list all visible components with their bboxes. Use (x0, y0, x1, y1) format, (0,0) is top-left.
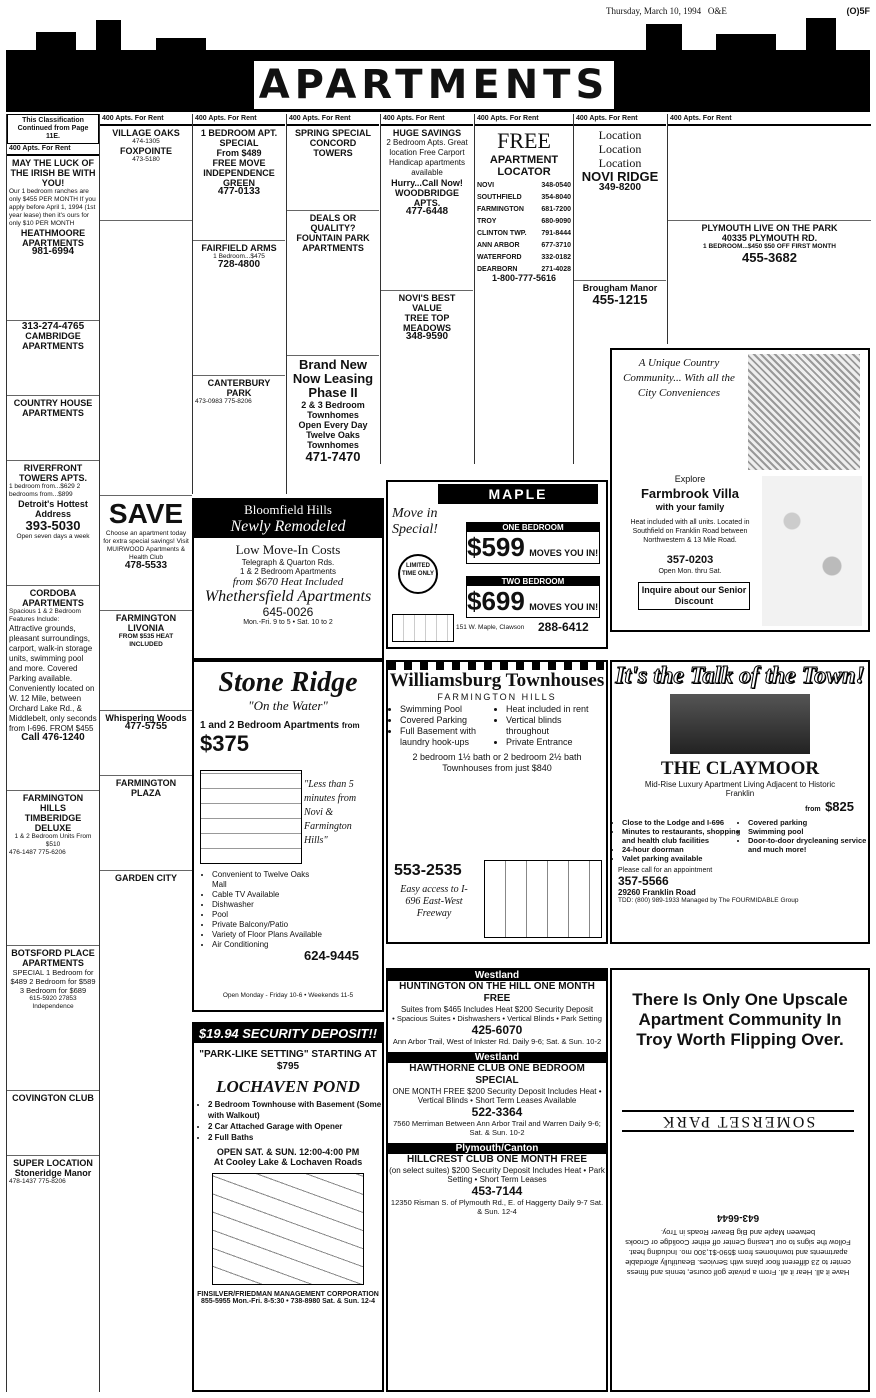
ad-text: 1 bedroom from...$629 2 bedrooms from...$899 (9, 483, 81, 498)
ad-name: SOMERSET PARK (622, 1110, 854, 1132)
somerset-park-ad (610, 968, 870, 1392)
ad-name: FOXPOINTE (119, 146, 172, 156)
two-bedroom-offer (466, 576, 600, 618)
ad-text: OPEN SAT. & SUN. 12:00-4:00 PM (216, 1147, 360, 1157)
fountain-park-ad (287, 211, 379, 356)
ad-name: TIMBERIDGE DELUXE (24, 813, 82, 833)
feature-item: • Covered parking (748, 818, 868, 827)
ad-name: TREE TOP MEADOWS (403, 313, 451, 333)
ad-phone: 1-800-777-5616 (491, 273, 557, 283)
feature-item: • Vertical blinds throughout (506, 715, 606, 737)
ad-text: 1 & 2 Bedroom Units From $510 (14, 833, 92, 848)
feature-item: • Air Conditioning (212, 940, 322, 950)
hawthorne-ad (388, 1052, 606, 1137)
column-6 (474, 114, 573, 464)
locator-office-list (477, 181, 571, 274)
feature-item: • 2 Bedroom Townhouse with Basement (Some with Walkout) (208, 1099, 382, 1121)
office-city: FARMINGTON (477, 206, 524, 213)
timberidge-ad (7, 791, 99, 946)
feature-item: • Pool (212, 910, 322, 920)
ad-phone: 453-7144 (471, 1184, 523, 1198)
ad-name: THE CLAYMOOR (660, 758, 820, 779)
ad-text: Low Move-In Costs (235, 542, 341, 557)
offer-label: ONE BEDROOM (467, 523, 599, 532)
ad-phone: 313-274-4765 (21, 321, 85, 332)
ad-name: VILLAGE OAKS (112, 128, 180, 138)
ad-heading: DEALS OR QUALITY? (309, 213, 357, 233)
ad-subheading: "PARK-LIKE SETTING" STARTING AT $795 (199, 1049, 377, 1072)
ad-name: HUNTINGTON ON THE HILL ONE MONTH FREE (399, 981, 595, 1004)
ad-quote: "Less than 5 minutes from Novi & Farmington Hills" (304, 779, 357, 846)
ad-name: Whethersfield Apartments (204, 588, 372, 605)
ad-name: WOODBRIDGE APTS. (395, 188, 459, 208)
woodbridge-ad (381, 126, 473, 291)
office-phone: 332-0182 (541, 254, 571, 261)
ad-text: Open Every Day Twelve Oaks Townhomes (298, 420, 368, 450)
one-bedroom-offer (466, 522, 600, 564)
ad-text: Attractive grounds, pleasant surroundings, carport, walk-in storage units, swimming pool and more. Covered Parking available. Conveniently located on W. 12 Mile, between Orchard Lake Rd., & Middlebelt, only seconds from I-696. FROM $455 (9, 624, 97, 733)
page-header (6, 6, 870, 16)
locator-office (477, 253, 571, 262)
ad-phone: 455-3682 (742, 250, 797, 265)
ad-heading: There Is Only One Upscale Apartment Community In Troy Worth Flipping Over. (632, 990, 848, 1049)
office-phone: 271-4028 (541, 266, 571, 273)
office-city: ANN ARBOR (477, 242, 520, 249)
ad-phone: 357-0203 (666, 554, 714, 566)
ad-heading: Detroit's Hottest Address (18, 499, 88, 519)
ad-name: FARMINGTON LIVONIA (115, 613, 177, 633)
whispering-woods-ad (100, 711, 192, 776)
ad-address: 29260 Franklin Road (618, 888, 696, 897)
ad-name: CORDOBA APARTMENTS (22, 588, 84, 608)
feature-item: • Private Balcony/Patio (212, 920, 322, 930)
ad-phone: 615-5920 27853 Independence (29, 995, 77, 1010)
ad-text: Our 1 bedroom ranches are only $455 PER MONTH If you apply before April 1, 1994 (1st year lease) then it's ours for only $10 PER MONTH (9, 188, 96, 227)
locator-office (477, 181, 571, 190)
ad-heading: FARMINGTON HILLS (22, 793, 84, 813)
section-head: 400 Apts. For Rent (475, 114, 573, 126)
ad-heading: Location Location Location (598, 128, 642, 170)
location-map (212, 1173, 364, 1285)
feature-list (212, 870, 322, 950)
independence-green-ad (193, 126, 285, 241)
ad-phone: 477-0133 (217, 186, 261, 197)
cambridge-ad (7, 321, 99, 396)
cordoba-ad (7, 586, 99, 791)
ad-heading: FREE (497, 128, 551, 153)
ad-name: Farmbrook Villa (640, 486, 739, 501)
column-5 (380, 114, 473, 464)
column-1 (6, 114, 99, 1392)
column-4 (286, 114, 379, 494)
ad-name: CANTERBURY PARK (207, 378, 271, 398)
feature-item: • Heat included in rent (506, 704, 606, 715)
ad-phone: 553-2535 (394, 862, 462, 879)
offer-text: MOVES YOU IN! (529, 548, 599, 558)
price-line (612, 798, 868, 816)
apartment-locator-ad (475, 126, 573, 460)
ad-text: Suites from $465 Includes Heat $200 Security Deposit (400, 1005, 594, 1014)
ad-phone: 474-1305 (132, 138, 160, 145)
country-house-ad (7, 396, 99, 461)
ad-heading: It's the Talk of the Town! (615, 663, 865, 689)
ad-text: 2 Bedroom Apts. Great location Free Carport Handicap apartments available (386, 138, 468, 177)
ad-phone: 624-9445 (304, 948, 359, 963)
ad-text: Explore (674, 474, 706, 484)
ad-price: $825 (825, 799, 854, 814)
feature-list (208, 1099, 382, 1143)
ad-text: 1 BEDROOM...$450 $50 OFF FIRST MONTH (703, 243, 836, 250)
ad-phone: 478-5533 (124, 560, 168, 571)
column-2 (99, 114, 192, 1392)
ad-text: 1 and 2 Bedroom Apartments (200, 720, 340, 731)
building-silhouette (716, 34, 776, 112)
ad-heading: 1 BEDROOM APT. SPECIAL (200, 128, 278, 148)
ad-phone: 981-6994 (31, 246, 75, 257)
office-city: NOVI (477, 182, 495, 189)
heathmoore-ad (7, 156, 99, 321)
ad-text: from (341, 721, 360, 730)
farmington-plaza-ad (100, 776, 192, 871)
section-head: 400 Apts. For Rent (100, 114, 192, 126)
ad-name: Williamsburg Townhouses (389, 670, 605, 691)
ad-subheading: Newly Remodeled (230, 518, 346, 535)
ad-address: 40335 PLYMOUTH RD. (721, 233, 818, 243)
section-head: 400 Apts. For Rent (193, 114, 285, 126)
upside-down-copy (622, 1110, 854, 1277)
ad-name: Brougham Manor (582, 283, 658, 293)
office-phone: 791-8444 (541, 230, 571, 237)
section-head: 400 Apts. For Rent (574, 114, 666, 126)
westland-ads (386, 968, 608, 1392)
ad-text: 2 & 3 Bedroom Townhomes (301, 400, 365, 420)
ad-text: Telegraph & Quarton Rds. (241, 558, 335, 567)
limited-time-badge: LIMITED TIME ONLY (398, 554, 438, 594)
ad-address: Ann Arbor Trail, West of Inkster Rd. Daily 9-6; Sat. & Sun. 10-2 (392, 1037, 602, 1046)
ad-name: SPRING SPECIAL CONCORD TOWERS (294, 128, 371, 158)
ad-price: From $489 (216, 148, 262, 158)
ad-hours: Mon.-Fri. 9 to 5 • Sat. 10 to 2 (243, 619, 333, 626)
fairfield-arms-ad (193, 241, 285, 376)
ad-text: from (805, 806, 821, 813)
office-phone: 677-3710 (541, 242, 571, 249)
village-oaks-ad (100, 126, 192, 221)
office-city: WATERFORD (477, 254, 522, 261)
building-silhouette (36, 32, 76, 112)
ad-tagline: Move in Special! (392, 506, 438, 537)
ad-location: Plymouth/Canton (388, 1143, 606, 1154)
ad-text: Heat included with all units. Located in Southfield on Franklin Road between Northwestern & 13 Mile Road. (630, 519, 750, 544)
column-8 (667, 114, 871, 344)
ad-heading: Brand New Now Leasing Phase II (292, 357, 374, 400)
locator-office (477, 241, 571, 250)
feature-item: • Private Entrance (506, 737, 606, 748)
ad-text: • Spacious Suites • Dishwashers • Vertical Blinds • Park Setting (392, 1014, 602, 1023)
ad-name: APARTMENT LOCATOR (489, 154, 559, 178)
feature-item: • Covered Parking (400, 715, 500, 726)
classified-listings (668, 126, 871, 221)
concord-towers-ad (287, 126, 379, 211)
building-silhouette (646, 24, 682, 112)
office-phone: 680-9090 (541, 218, 571, 225)
ad-phone: 393-5030 (25, 518, 81, 533)
ad-phone: 455-1215 (592, 292, 648, 307)
ad-text: FINSILVER/FRIEDMAN MANAGEMENT CORPORATION (197, 1291, 379, 1298)
ad-heading: HUGE SAVINGS (392, 128, 462, 138)
office-city: DEARBORN (477, 266, 518, 273)
ad-name: Stone Ridge (218, 667, 358, 698)
building-silhouette (156, 38, 206, 112)
locator-office (477, 229, 571, 238)
feature-item: • Dishwasher (212, 900, 322, 910)
plymouth-park-ad (668, 221, 871, 335)
twelve-oaks-townhomes-ad (287, 356, 379, 494)
ad-name: HEATHMOORE APARTMENTS (20, 228, 86, 248)
ad-location: Westland (388, 1052, 606, 1063)
ad-address: 151 W. Maple, Clawson (456, 624, 525, 631)
skyline-banner (6, 16, 870, 112)
ad-text: 1 Bedroom...$475 (213, 253, 265, 260)
ad-subheading: FARMINGTON HILLS (437, 692, 557, 702)
feature-item: • Full Basement with laundry hook-ups (400, 726, 500, 748)
muirwood-ad (100, 496, 192, 611)
ad-hours: Open Monday - Friday 10-6 • Weekends 11-5 (222, 992, 354, 999)
ad-heading: Bloomfield Hills (244, 502, 332, 517)
ad-phone: 471-7470 (305, 449, 361, 464)
ad-phone: 288-6412 (538, 620, 589, 634)
stone-ridge-ad (192, 660, 384, 1012)
huntington-ad (388, 970, 606, 1046)
ad-heading: NOVI'S BEST VALUE (398, 293, 456, 313)
ad-heading: SUPER LOCATION (13, 1158, 93, 1168)
ad-tagline: A Unique Country Community... With all the City Conveniences (623, 357, 735, 399)
ad-name: MAPLE APARTMENTS (438, 484, 598, 504)
williamsburg-ad (386, 660, 608, 944)
ad-phone: 348-9590 (405, 331, 449, 342)
location-map (484, 860, 602, 938)
claymoor-ad (610, 660, 870, 944)
section-head: 400 Apts. For Rent (668, 114, 871, 126)
ad-text: TDD: (800) 989-1933 Managed by The FOURMIDABLE Group (618, 897, 799, 904)
ad-text: Choose an apartment today for extra special savings! Visit MUIRWOOD Apartments & Health Club (103, 530, 189, 561)
ad-name: FREE MOVE INDEPENDENCE GREEN (203, 158, 275, 188)
location-map (200, 770, 302, 864)
ad-text: Hurry...Call Now! (391, 178, 463, 188)
offer-label: TWO BEDROOM (467, 577, 599, 586)
ad-price: $375 (200, 731, 249, 756)
ad-phone: 728-4800 (217, 259, 261, 270)
ad-text: At Cooley Lake & Lochaven Roads (213, 1157, 363, 1167)
ad-name: COUNTRY HOUSE APARTMENTS (13, 398, 93, 418)
locator-office (477, 205, 571, 214)
tree-top-meadows-ad (381, 291, 473, 464)
feature-item: • Swimming Pool (400, 704, 500, 715)
ad-name: BOTSFORD PLACE APARTMENTS (11, 948, 95, 968)
covington-ad (7, 1091, 99, 1156)
ad-name: FOUNTAIN PARK APARTMENTS (296, 233, 370, 253)
ad-tagline: "On the Water" (248, 698, 328, 713)
ad-name: COVINGTON CLUB (12, 1093, 94, 1103)
column-3 (192, 114, 285, 494)
senior-discount-box: Inquire about our Senior Discount (638, 582, 750, 610)
canterbury-park-ad (193, 376, 285, 480)
ad-location: Westland (388, 970, 606, 981)
classified-listings (100, 221, 192, 496)
building-silhouette (96, 20, 121, 112)
locator-office (477, 217, 571, 226)
offer-price: $599 (467, 532, 525, 562)
ad-price: from $670 Heat Included (232, 576, 344, 588)
farmbrook-villa-ad (610, 348, 870, 632)
ad-phone: 522-3364 (471, 1105, 523, 1119)
ad-text: ONE MONTH FREE $200 Security Deposit Includes Heat • Vertical Blinds • Short Term Leases Available (392, 1087, 602, 1105)
office-city: SOUTHFIELD (477, 194, 522, 201)
ad-name: CAMBRIDGE APARTMENTS (22, 331, 84, 351)
ad-phone: 855-5955 Mon.-Fri. 8-5:30 • 738-8980 Sat. & Sun. 12-4 (200, 1298, 376, 1305)
ad-text: 1 & 2 Bedroom Apartments (239, 567, 337, 576)
ad-name: HILLCREST CLUB ONE MONTH FREE (407, 1154, 587, 1165)
ad-name: Whispering Woods (105, 713, 187, 723)
feature-item: • 2 Car Attached Garage with Opener (208, 1121, 382, 1132)
feature-item: • Variety of Floor Plans Available (212, 930, 322, 940)
ad-text: Please call for an appointment (618, 867, 713, 874)
garden-city-ad (100, 871, 192, 1075)
ad-name: FARMINGTON PLAZA (115, 778, 177, 798)
ad-name: HAWTHORNE CLUB ONE BEDROOM SPECIAL (409, 1063, 585, 1086)
ad-phone: 477-5755 (124, 721, 168, 732)
maple-apartments-ad (386, 480, 608, 649)
ad-phone: 357-5566 (618, 874, 669, 888)
bridge-photo (748, 354, 860, 470)
ad-phone: 473-5180 (132, 156, 160, 163)
ad-hours: Open Mon. thru Sat. (658, 568, 722, 575)
offer-price: $699 (467, 586, 525, 616)
office-city: CLINTON TWP. (477, 230, 527, 237)
section-head: 400 Apts. For Rent (381, 114, 473, 126)
ad-heading: SAVE (108, 498, 184, 529)
ad-phone: 477-6448 (405, 206, 449, 217)
ad-name: LOCHAVEN POND (216, 1077, 360, 1096)
apartments-line (200, 720, 378, 757)
ad-name: RIVERFRONT TOWERS APTS. (18, 463, 87, 483)
section-head: 400 Apts. For Rent (287, 114, 379, 126)
ad-text: FROM $535 HEAT INCLUDED (118, 633, 174, 648)
ad-name: GARDEN CITY (114, 873, 177, 883)
ad-heading: $19.94 SECURITY DEPOSIT!! (194, 1024, 382, 1043)
ad-phone: 349-8200 (598, 182, 642, 193)
ad-subheading: Mid-Rise Luxury Apartment Living Adjacent to Historic Franklin (644, 780, 836, 798)
ad-phone: 643-6644 (716, 1212, 760, 1223)
ad-text: SPECIAL 1 Bedroom for $489 2 Bedroom for $589 3 Bedroom for $689 (10, 968, 96, 995)
lochaven-pond-ad (192, 1022, 384, 1392)
issue-date: Thursday, March 10, 1994 O&E (606, 6, 727, 16)
feature-item: • Valet parking available (622, 854, 742, 863)
ad-name: Stoneridge Manor (14, 1168, 92, 1178)
ad-name: FAIRFIELD ARMS (201, 243, 277, 253)
ad-text: Have it all. Hear it all. From a private golf course, tennis and fitness center to 23 different floor plans with Services. Beautifully affordable apartments and townhomes from $590-$1,300 mo. Including heat. Follow the signs to our Leasing Center off either Coolidge or Crooks between Maple and Big Beaver Roads in Troy. (625, 1228, 851, 1277)
ad-phone: 645-0026 (262, 605, 314, 619)
feature-item: • Swimming pool (748, 827, 868, 836)
ad-phone: 473-0983 775-8206 (195, 398, 252, 405)
feature-item: • Close to the Lodge and I-696 (622, 818, 742, 827)
feature-item: • 2 Full Baths (208, 1132, 382, 1143)
ad-text: Spacious 1 & 2 Bedroom Features Include: (9, 608, 81, 623)
novi-ridge-ad (574, 126, 666, 281)
riverfront-ad (7, 461, 99, 586)
feature-item: • Minutes to restaurants, shopping and health club facilities (622, 827, 742, 845)
feature-item: • Cable TV Available (212, 890, 322, 900)
ad-text: 2 bedroom 1½ bath or 2 bedroom 2½ bath Townhouses from just $840 (412, 752, 582, 773)
ad-name: PLYMOUTH LIVE ON THE PARK (701, 223, 838, 233)
office-phone: 354-8040 (541, 194, 571, 201)
decorative-border (388, 662, 606, 670)
location-map (392, 614, 454, 642)
feature-list (400, 704, 606, 748)
building-illustration (670, 694, 810, 754)
stoneridge-manor-ad (7, 1156, 99, 1240)
ad-heading: MAY THE LUCK OF THE IRISH BE WITH YOU! (10, 158, 96, 188)
ad-phone: Call 476-1240 (21, 732, 85, 743)
ad-text: with your family (655, 502, 725, 512)
stepping-stones-illustration (762, 476, 862, 626)
feature-item: • 24-hour doorman (622, 845, 742, 854)
ad-address: 12350 Risman S. of Plymouth Rd., E. of Haggerty Daily 9-7 Sat. & Sun. 12-4 (390, 1198, 604, 1216)
office-phone: 348-0540 (541, 182, 571, 189)
ad-name: NOVI RIDGE (581, 169, 659, 184)
ad-phone: 476-1487 775-6206 (9, 849, 66, 856)
classification-note: This Classification Continued from Page 11E. (7, 114, 99, 144)
farmington-livonia-ad (100, 611, 192, 711)
office-city: TROY (477, 218, 497, 225)
feature-item: • Convenient to Twelve Oaks Mall (212, 870, 322, 890)
feature-list (622, 818, 868, 863)
offer-text: MOVES YOU IN! (529, 602, 599, 612)
ad-hours: Open seven days a week (16, 533, 90, 540)
section-title: APARTMENTS (251, 58, 617, 112)
ad-text: (on select suites) $200 Security Deposit Includes Heat • Park Setting • Short Term Leases (389, 1166, 605, 1184)
hillcrest-ad (388, 1143, 606, 1216)
botsford-ad (7, 946, 99, 1091)
section-head: 400 Apts. For Rent (7, 144, 99, 156)
ad-text: Easy access to I-696 East-West Freeway (400, 884, 468, 919)
feature-item: • Door-to-door drycleaning service and much more! (748, 836, 868, 854)
locator-office (477, 193, 571, 202)
whethersfield-ad (192, 498, 384, 660)
ad-banner (194, 500, 382, 538)
ad-phone: 425-6070 (471, 1023, 523, 1037)
office-phone: 681-7200 (541, 206, 571, 213)
page-number: (O)5F (846, 6, 870, 16)
ad-address: 7560 Merriman Between Ann Arbor Trail and Warren Daily 9-6; Sat. & Sun. 10-2 (393, 1119, 601, 1137)
building-silhouette (806, 18, 836, 112)
ad-phone: 478-1437 775-8206 (9, 1178, 66, 1185)
